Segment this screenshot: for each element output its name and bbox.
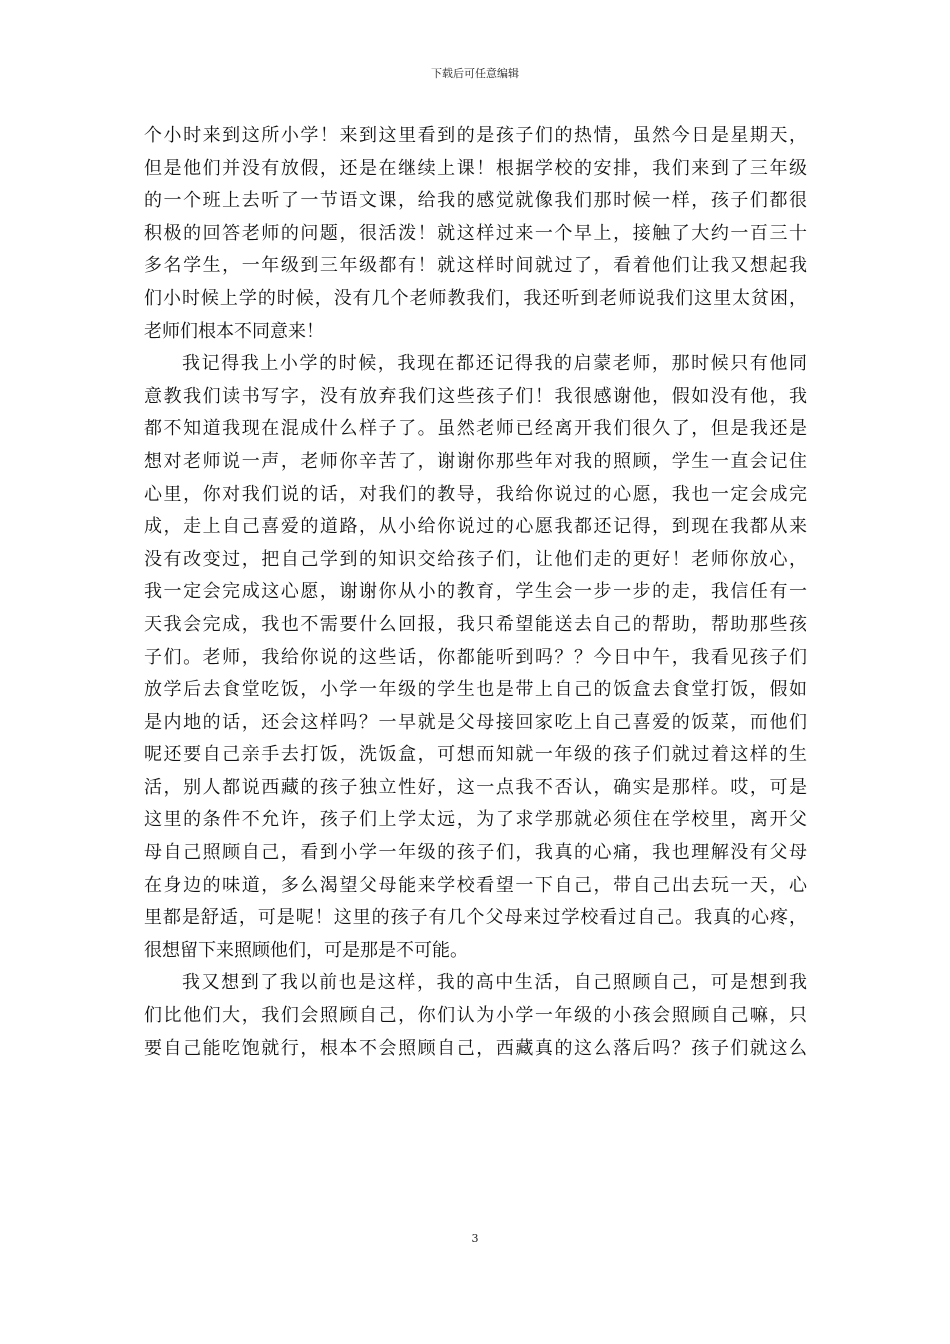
text-line: 都不知道我现在混成什么样子了。虽然老师已经离开我们很久了，但是我还是 (144, 418, 807, 440)
text-line: 放学后去食堂吃饭，小学一年级的学生也是带上自己的饭盒去食堂打饭，假如 (144, 679, 807, 701)
text-line: 们小时候上学的时候，没有几个老师教我们，我还听到老师说我们这里太贫困， (144, 287, 807, 309)
text-line: 积极的回答老师的问题，很活泼！就这样过来一个早上，接触了大约一百三十 (144, 222, 807, 244)
text-line: 的一个班上去听了一节语文课，给我的感觉就像我们那时候一样，孩子们都很 (144, 190, 807, 212)
page-header: 下载后可任意编辑 (431, 67, 519, 80)
text-line: 活，别人都说西藏的孩子独立性好，这一点我不否认，确实是那样。哎，可是 (144, 776, 807, 798)
text-line: 意教我们读书写字，没有放弃我们这些孩子们！我很感谢他，假如没有他，我 (144, 385, 807, 407)
text-line: 母自己照顾自己，看到小学一年级的孩子们，我真的心痛，我也理解没有父母 (144, 842, 807, 864)
text-line: 多名学生，一年级到三年级都有！就这样时间就过了，看着他们让我又想起我 (144, 255, 807, 277)
text-line: 里都是舒适，可是呢！这里的孩子有几个父母来过学校看过自己。我真的心疼， (144, 907, 807, 929)
text-line: 这里的条件不允许，孩子们上学太远，为了求学那就必须住在学校里，离开父 (144, 809, 807, 831)
paragraph-start-line: 我记得我上小学的时候，我现在都还记得我的启蒙老师，那时候只有他同 (182, 353, 807, 375)
text-line: 在身边的味道，多么渴望父母能来学校看望一下自己，带自己出去玩一天，心 (144, 874, 807, 896)
paragraph-end-line: 很想留下来照顾他们，可是那是不可能。 (144, 939, 468, 961)
text-line: 没有改变过，把自己学到的知识交给孩子们，让他们走的更好！老师你放心， (144, 548, 807, 570)
paragraph-start-line: 我又想到了我以前也是这样，我的高中生活，自己照顾自己，可是想到我 (182, 972, 807, 994)
document-body (144, 120, 807, 1065)
paragraph-end-line: 老师们根本不同意来！ (144, 320, 324, 342)
text-line: 子们。老师，我给你说的这些话，你都能听到吗？？今日中午，我看见孩子们 (144, 646, 807, 668)
text-line: 天我会完成，我也不需要什么回报，我只希望能送去自己的帮助，帮助那些孩 (144, 613, 807, 635)
text-line: 们比他们大，我们会照顾自己，你们认为小学一年级的小孩会照顾自己嘛，只 (144, 1005, 807, 1027)
text-line: 个小时来到这所小学！来到这里看到的是孩子们的热情，虽然今日是星期天， (144, 125, 807, 146)
page-number: 3 (471, 1232, 479, 1245)
text-line: 要自己能吃饱就行，根本不会照顾自己，西藏真的这么落后吗？孩子们就这么 (144, 1037, 807, 1059)
text-line: 我一定会完成这心愿，谢谢你从小的教育，学生会一步一步的走，我信任有一 (144, 581, 807, 603)
text-line: 但是他们并没有放假，还是在继续上课！根据学校的安排，我们来到了三年级 (144, 157, 807, 179)
text-line: 成，走上自己喜爱的道路，从小给你说过的心愿我都还记得，到现在我都从来 (144, 516, 807, 538)
text-line: 呢还要自己亲手去打饭，洗饭盒，可想而知就一年级的孩子们就过着这样的生 (144, 744, 807, 766)
text-line: 心里，你对我们说的话，对我们的教导，我给你说过的心愿，我也一定会成完 (144, 483, 807, 505)
text-line: 想对老师说一声，老师你辛苦了，谢谢你那些年对我的照顾，学生一直会记住 (144, 450, 807, 472)
text-line: 是内地的话，还会这样吗？一早就是父母接回家吃上自己喜爱的饭菜，而他们 (144, 711, 807, 733)
